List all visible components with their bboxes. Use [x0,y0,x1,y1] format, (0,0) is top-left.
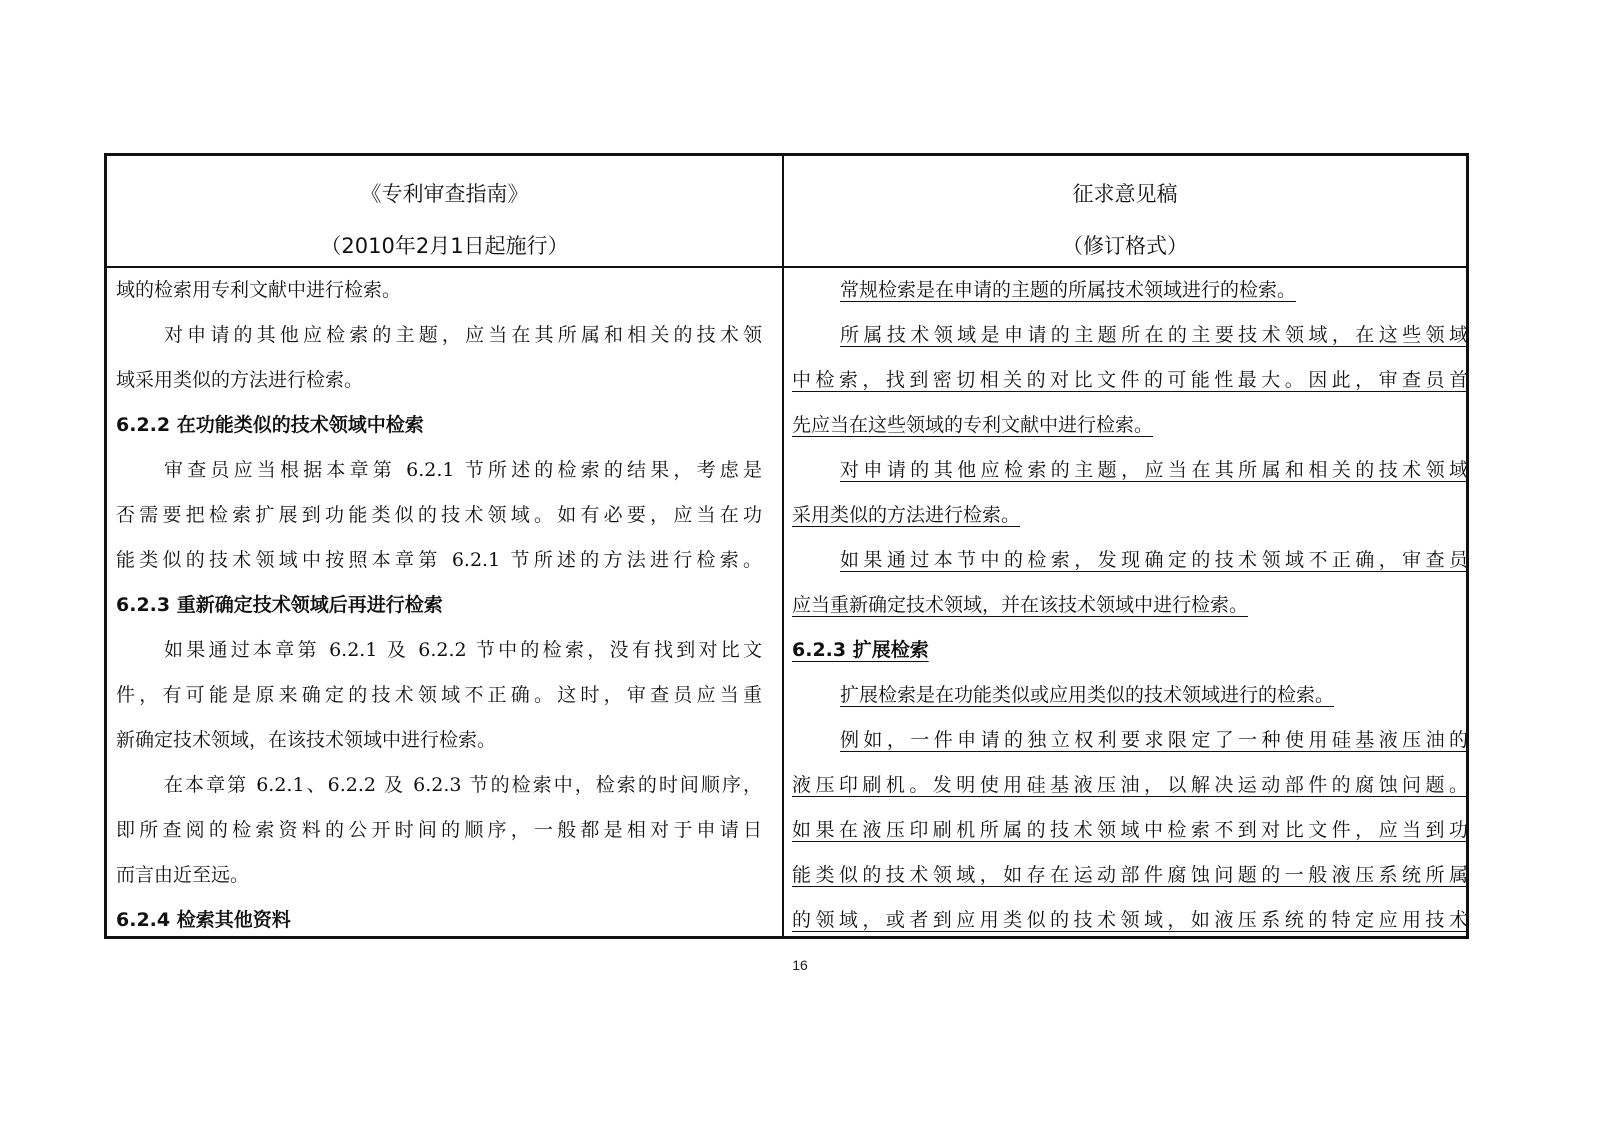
left-line: 如果通过本章第 6.2.1 及 6.2.2 节中的检索，没有找到对比文 [164,639,762,661]
right-line: 常规检索是在申请的主题的所属技术领域进行的检索。 [840,279,1297,301]
header-right-cell [784,156,1466,266]
header-left-subtitle: （2010年2月1日起施行） [320,234,569,258]
right-line: 液压印刷机。发明使用硅基液压油，以解决运动部件的腐蚀问题。 [792,774,1468,796]
header-right-subtitle: （修订格式） [1062,234,1188,258]
left-line: 即所查阅的检索资料的公开时间的顺序，一般都是相对于申请日 [116,819,762,841]
right-line: 应当重新确定技术领域，并在该技术领域中进行检索。 [792,594,1249,616]
header-left-title: 《专利审查指南》 [360,182,529,206]
left-line: 否需要把检索扩展到功能类似的技术领域。如有必要，应当在功 [116,504,762,526]
right-column-text [792,268,1468,936]
left-line: 审查员应当根据本章第 6.2.1 节所述的检索的结果，考虑是 [164,459,762,481]
right-line: 的领域，或者到应用类似的技术领域，如液压系统的特定应用技术 [792,909,1468,931]
left-line: 域采用类似的方法进行检索。 [116,369,364,391]
right-line: 能类似的技术领域，如存在运动部件腐蚀问题的一般液压系统所属 [792,864,1468,886]
right-line: 中检索，找到密切相关的对比文件的可能性最大。因此，审查员首 [792,369,1468,391]
page-number: 16 [792,957,808,973]
left-line: 能类似的技术领域中按照本章第 6.2.1 节所述的方法进行检索。 [116,549,762,571]
section-heading-6-2-3-revised: 6.2.3 扩展检索 [792,639,929,661]
left-line: 件，有可能是原来确定的技术领域不正确。这时，审查员应当重 [116,684,762,706]
right-line: 扩展检索是在功能类似或应用类似的技术领域进行的检索。 [840,684,1335,706]
right-line: 如果通过本节中的检索，发现确定的技术领域不正确，审查员 [840,549,1468,571]
right-line: 对申请的其他应检索的主题，应当在其所属和相关的技术领域 [840,459,1468,481]
left-line: 在本章第 6.2.1、6.2.2 及 6.2.3 节的检索中，检索的时间顺序， [164,774,762,796]
section-heading-6-2-2: 6.2.2 在功能类似的技术领域中检索 [116,414,424,436]
right-line: 所属技术领域是申请的主题所在的主要技术领域，在这些领域 [840,324,1468,346]
left-line: 对申请的其他应检索的主题，应当在其所属和相关的技术领 [164,324,762,346]
header-left-cell [107,156,782,266]
section-heading-6-2-3: 6.2.3 重新确定技术领域后再进行检索 [116,594,443,616]
right-line: 先应当在这些领域的专利文献中进行检索。 [792,414,1154,436]
right-line: 如果在液压印刷机所属的技术领域中检索不到对比文件，应当到功 [792,819,1468,841]
header-right-title: 征求意见稿 [1072,182,1178,206]
left-column-text [116,268,762,936]
right-line: 例如，一件申请的独立权利要求限定了一种使用硅基液压油的 [840,729,1468,751]
column-divider [782,156,784,936]
left-line: 新确定技术领域，在该技术领域中进行检索。 [116,729,497,751]
left-line: 而言由近至远。 [116,864,250,886]
left-line: 域的检索用专利文献中进行检索。 [116,279,402,301]
comparison-table [104,153,1469,939]
right-line: 采用类似的方法进行检索。 [792,504,1021,526]
section-heading-6-2-4: 6.2.4 检索其他资料 [116,909,291,931]
